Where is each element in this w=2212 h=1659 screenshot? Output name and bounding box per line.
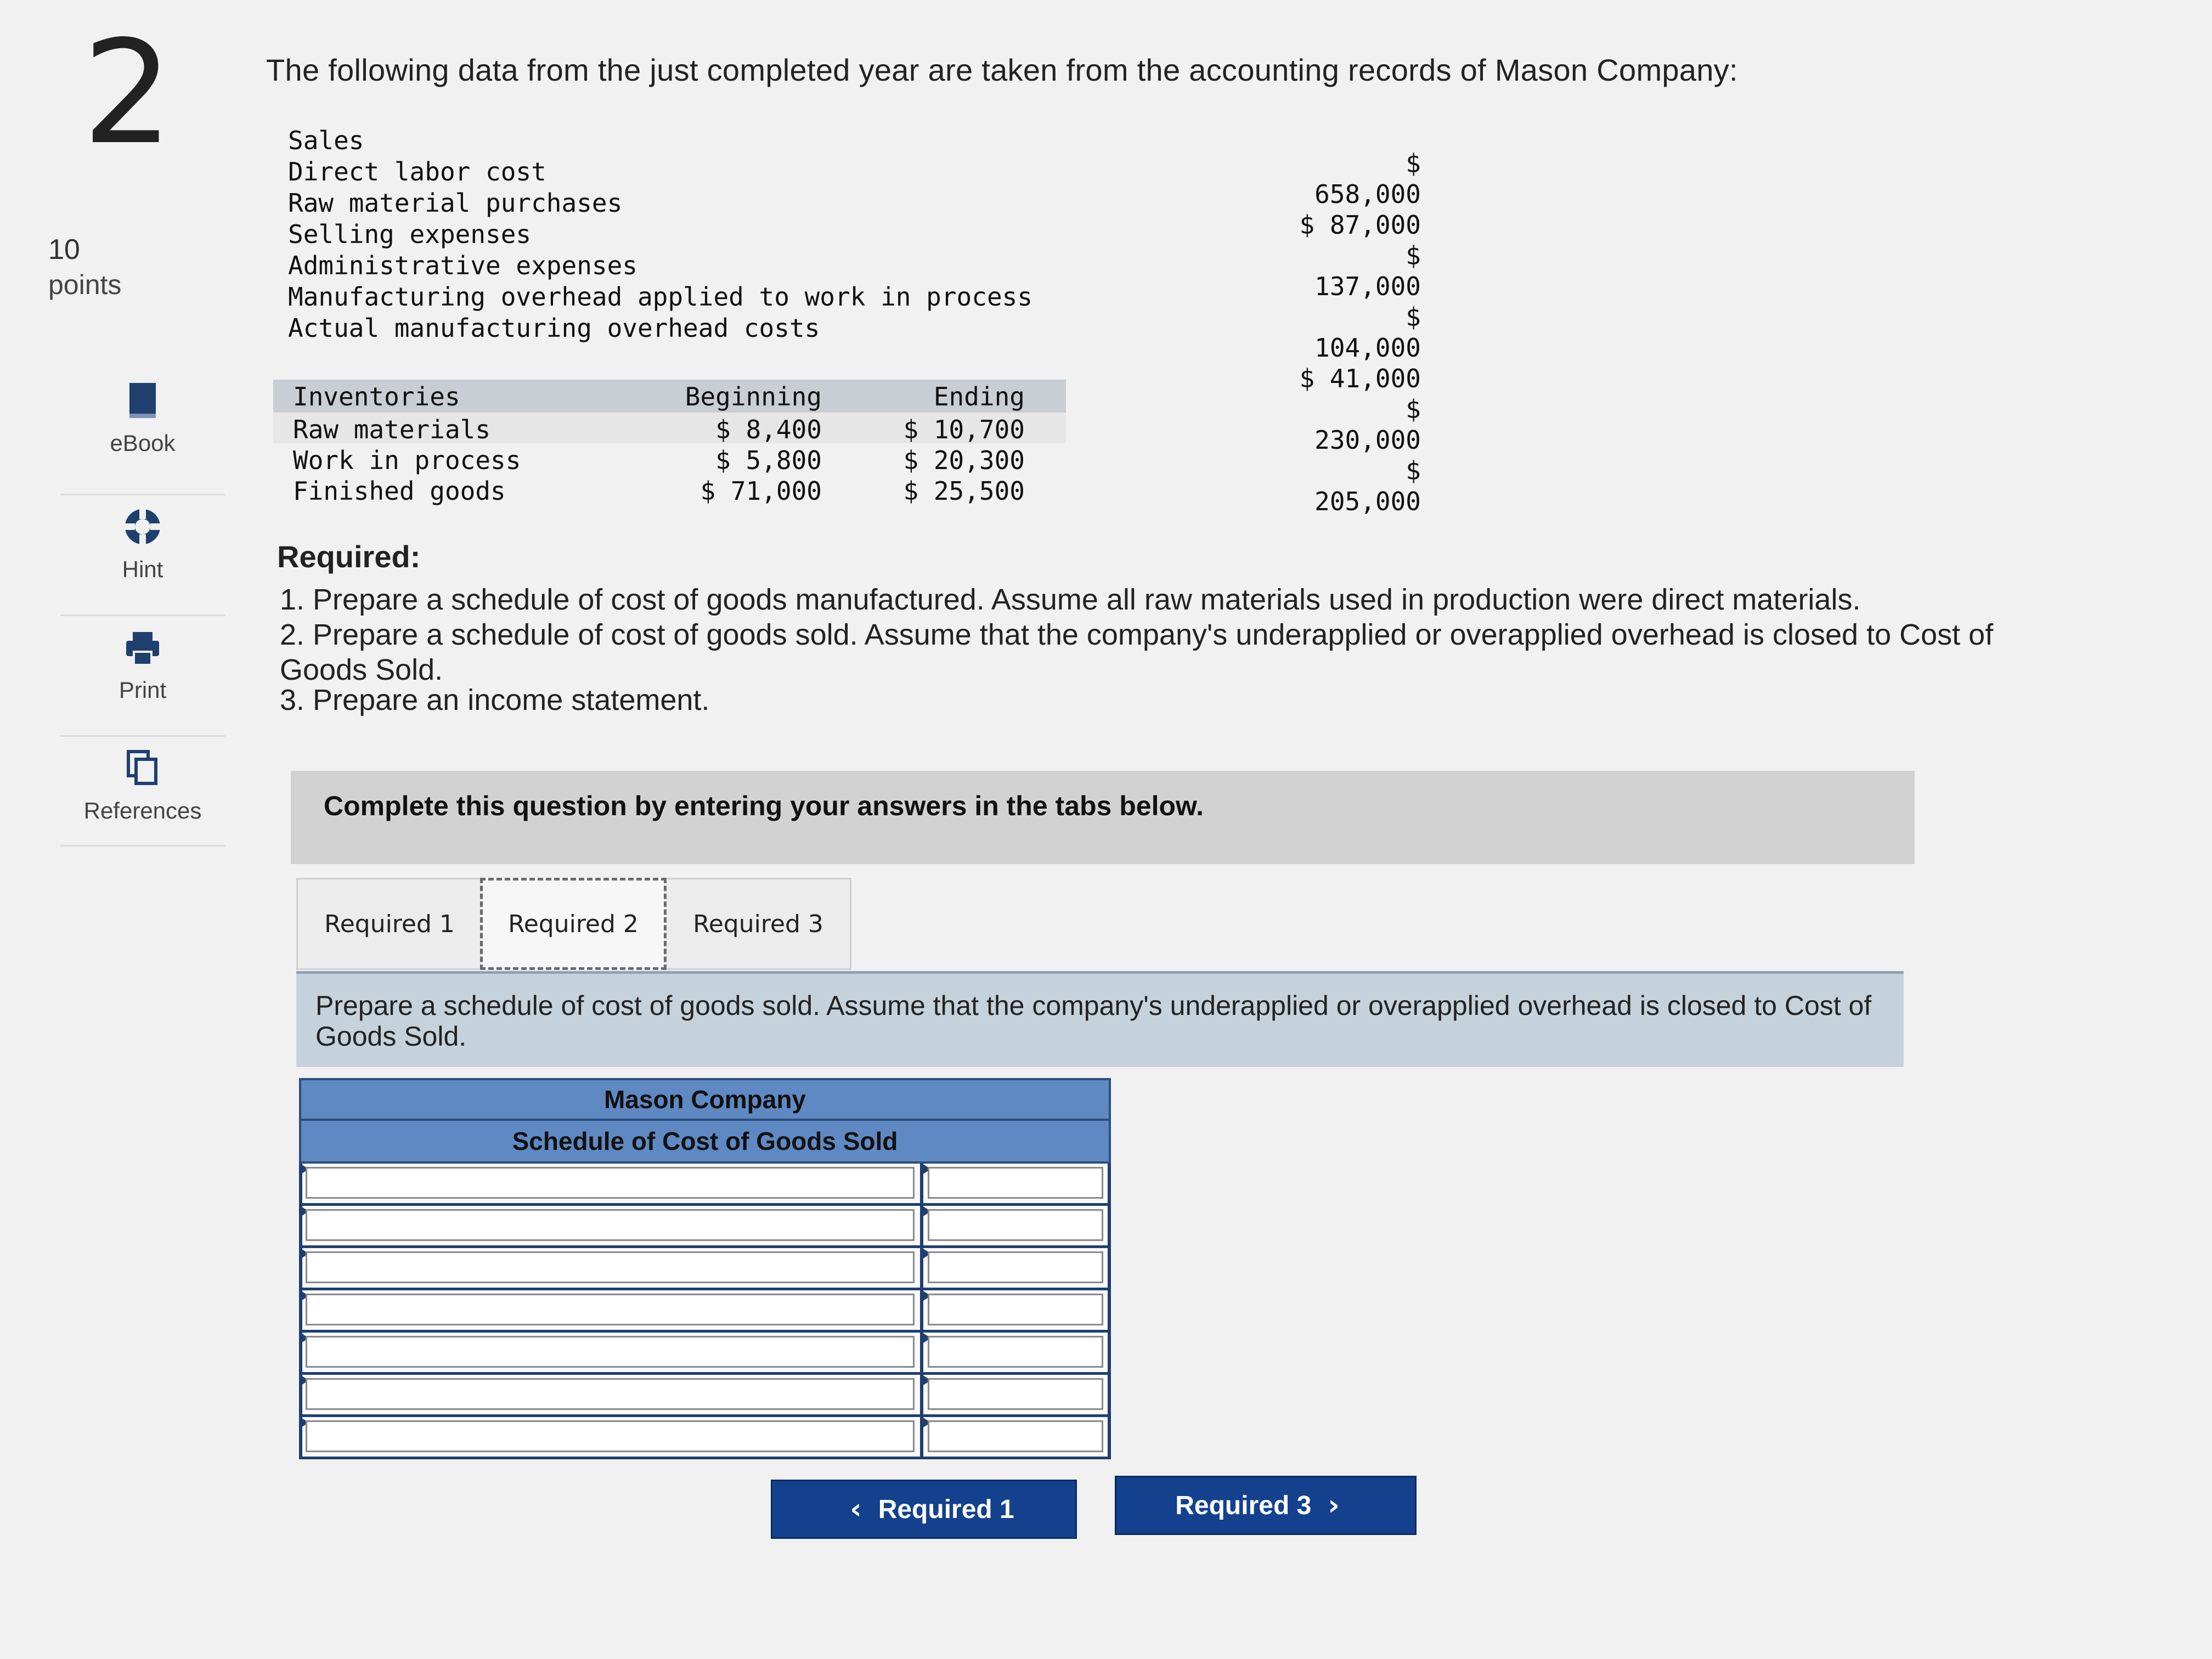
data-label: Manufacturing overhead applied to work in process xyxy=(288,282,1033,312)
inventory-header-row xyxy=(273,380,1066,413)
inventory-header-ending: Ending xyxy=(933,382,1025,411)
schedule-label-input[interactable] xyxy=(306,1336,915,1368)
question-number: 2 xyxy=(82,10,173,176)
required-title: Required: xyxy=(277,539,421,574)
table-row xyxy=(299,1206,1111,1248)
table-row xyxy=(299,1375,1111,1417)
hint-label: Hint xyxy=(122,556,163,582)
data-label: Actual manufacturing overhead costs xyxy=(288,313,820,343)
data-values xyxy=(1289,148,1421,517)
data-label: Selling expenses xyxy=(288,219,532,249)
prev-required-button[interactable] xyxy=(771,1480,1077,1539)
required-item-3: 3. Prepare an income statement. xyxy=(280,684,710,716)
references-button[interactable] xyxy=(60,746,225,847)
inventory-row-beginning: $ 71,000 xyxy=(700,476,822,506)
data-label: Direct labor cost xyxy=(288,157,546,187)
table-row xyxy=(273,443,1066,474)
schedule-label-input[interactable] xyxy=(306,1209,915,1241)
table-row xyxy=(299,1248,1111,1290)
schedule-label-input[interactable] xyxy=(306,1420,915,1452)
schedule-amount-input[interactable] xyxy=(928,1378,1103,1410)
schedule-amount-input[interactable] xyxy=(928,1167,1103,1199)
schedule-amount-input[interactable] xyxy=(928,1251,1103,1283)
points-label: points xyxy=(48,269,122,300)
book-icon xyxy=(121,379,165,422)
inventory-row-label: Raw materials xyxy=(293,415,491,444)
ebook-label: eBook xyxy=(110,430,176,456)
inventory-row-ending: $ 25,500 xyxy=(903,476,1025,506)
schedule-table xyxy=(299,1078,1111,1459)
next-required-button[interactable] xyxy=(1115,1476,1417,1535)
inventory-row-ending: $ 20,300 xyxy=(903,445,1025,475)
inventory-row-label: Finished goods xyxy=(293,476,506,506)
data-label: Administrative expenses xyxy=(288,251,637,280)
schedule-amount-input[interactable] xyxy=(928,1420,1103,1452)
required-item-2: 2. Prepare a schedule of cost of goods sold. Assume that the company's underapplied or overapplied overhead is closed to Cost of Goods Sold. xyxy=(280,618,1994,686)
inventory-row-beginning: $ 8,400 xyxy=(715,415,822,444)
data-value: $ 104,000 xyxy=(1314,302,1421,363)
table-row xyxy=(273,413,1066,443)
data-label: Raw material purchases xyxy=(288,188,623,218)
instruction-text: Prepare a schedule of cost of goods sold. Assume that the company's underapplied or overapplied overhead is closed to Cost of Goods Sold. xyxy=(315,990,1872,1052)
data-value: $ 41,000 xyxy=(1299,364,1421,393)
inventory-table xyxy=(273,380,1066,505)
print-label: Print xyxy=(119,677,167,703)
inventory-row-beginning: $ 5,800 xyxy=(715,445,822,475)
copy-icon xyxy=(121,746,165,790)
schedule-rows xyxy=(299,1164,1111,1459)
next-button-label: Required 3 xyxy=(1175,1491,1312,1520)
inventory-row-ending: $ 10,700 xyxy=(903,415,1025,444)
schedule-amount-input[interactable] xyxy=(928,1336,1103,1368)
schedule-amount-input[interactable] xyxy=(928,1294,1103,1325)
data-value: $ 230,000 xyxy=(1314,394,1421,455)
chevron-left-icon: ‹ xyxy=(850,1493,862,1526)
prev-button-label: Required 1 xyxy=(878,1494,1014,1524)
table-row xyxy=(299,1290,1111,1333)
tab-required-3[interactable]: Required 3 xyxy=(665,878,851,970)
inventory-row-label: Work in process xyxy=(293,445,521,475)
inventory-header-beginning: Beginning xyxy=(685,382,822,411)
table-row xyxy=(299,1333,1111,1375)
references-label: References xyxy=(83,798,202,823)
schedule-label-input[interactable] xyxy=(306,1378,915,1410)
table-row xyxy=(299,1164,1111,1206)
data-value: $ 205,000 xyxy=(1314,456,1421,516)
data-value: $ 658,000 xyxy=(1314,149,1421,209)
complete-banner xyxy=(291,771,1915,864)
data-label: Sales xyxy=(288,126,364,155)
schedule-title: Schedule of Cost of Goods Sold xyxy=(299,1121,1111,1164)
lifebuoy-icon xyxy=(121,505,165,549)
table-row xyxy=(273,474,1066,505)
chevron-right-icon: › xyxy=(1328,1489,1340,1522)
table-row xyxy=(299,1417,1111,1459)
points-value: 10 xyxy=(48,234,80,266)
print-button[interactable] xyxy=(60,625,225,737)
schedule-label-input[interactable] xyxy=(306,1251,915,1283)
instruction-panel xyxy=(296,971,1904,1067)
schedule-label-input[interactable] xyxy=(306,1167,915,1199)
data-labels xyxy=(288,125,1032,344)
data-value: $ 137,000 xyxy=(1314,241,1421,301)
ebook-button[interactable] xyxy=(60,379,225,495)
schedule-label-input[interactable] xyxy=(306,1294,915,1325)
tab-required-1[interactable]: Required 1 xyxy=(296,878,483,970)
printer-icon xyxy=(121,625,165,669)
inventory-header-label: Inventories xyxy=(293,382,460,411)
banner-text: Complete this question by entering your answers in the tabs below. xyxy=(324,791,1204,821)
intro-text: The following data from the just completed year are taken from the accounting records of Mason Company: xyxy=(266,53,1738,87)
hint-button[interactable] xyxy=(60,505,225,616)
required-item-1: 1. Prepare a schedule of cost of goods manufactured. Assume all raw materials used in production were direct materials. xyxy=(280,583,1861,616)
schedule-amount-input[interactable] xyxy=(928,1209,1103,1241)
schedule-company: Mason Company xyxy=(299,1078,1111,1121)
tab-required-2[interactable]: Required 2 xyxy=(480,878,667,970)
data-value: $ 87,000 xyxy=(1299,210,1421,240)
